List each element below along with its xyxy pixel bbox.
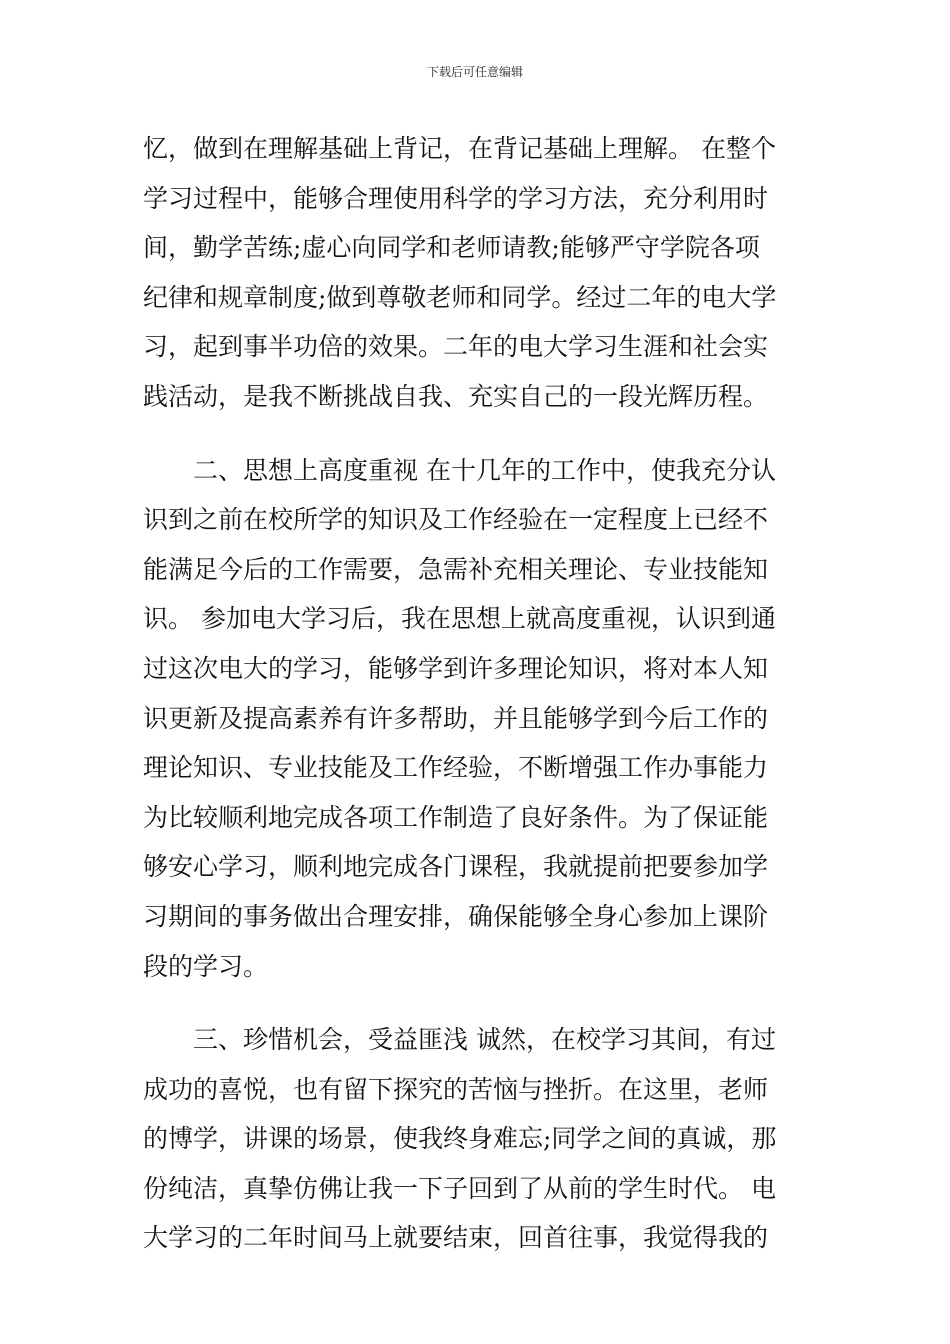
paragraph-line: 二、思想上高度重视 在十几年的工作中，使我充分认 [143, 455, 776, 485]
paragraph-line: 三、珍惜机会，受益匪浅 诚然，在校学习其间，有过 [143, 1025, 776, 1055]
paragraph-3 [143, 1015, 807, 1263]
paragraph-line: 纪律和规章制度;做到尊敬老师和同学。经过二年的电大学 [143, 282, 777, 312]
paragraph-line: 习期间的事务做出合理安排，确保能够全身心参加上课阶 [143, 901, 769, 931]
paragraph-line: 能满足今后的工作需要，急需补充相关理论、专业技能知 [143, 554, 769, 584]
paragraph-line: 过这次电大的学习，能够学到许多理论知识，将对本人知 [143, 653, 769, 683]
paragraph-line: 段的学习。 [143, 951, 269, 981]
paragraph-line: 识。 参加电大学习后，我在思想上就高度重视，认识到通 [143, 604, 776, 634]
paragraph-line: 识到之前在校所学的知识及工作经验在一定程度上已经不 [143, 505, 769, 535]
paragraph-line: 理论知识、专业技能及工作经验，不断增强工作办事能力 [143, 753, 769, 783]
paragraph-line: 践活动，是我不断挑战自我、充实自己的一段光辉历程。 [143, 381, 769, 411]
paragraph-line: 够安心学习，顺利地完成各门课程，我就提前把要参加学 [143, 852, 769, 882]
document-body [143, 124, 807, 1263]
paragraph-line: 忆，做到在理解基础上背记，在背记基础上理解。 在整个 [143, 134, 776, 163]
paragraph-gap [143, 422, 807, 446]
paragraph-line: 的博学，讲课的场景，使我终身难忘;同学之间的真诚，那 [143, 1124, 777, 1154]
paragraph-2 [143, 446, 807, 992]
paragraph-1 [143, 124, 807, 422]
paragraph-line: 成功的喜悦，也有留下探究的苦恼与挫折。在这里，老师 [143, 1074, 769, 1104]
paragraph-line: 为比较顺利地完成各项工作制造了良好条件。为了保证能 [143, 802, 769, 832]
paragraph-line: 识更新及提高素养有许多帮助，并且能够学到今后工作的 [143, 703, 769, 733]
paragraph-line: 学习过程中，能够合理使用科学的学习方法，充分利用时 [143, 183, 769, 213]
paragraph-line: 习，起到事半功倍的效果。二年的电大学习生涯和社会实 [143, 332, 769, 362]
paragraph-gap [143, 991, 807, 1015]
page-header: 下载后可任意编辑 [426, 65, 523, 79]
paragraph-line: 份纯洁，真挚仿佛让我一下子回到了从前的学生时代。 电 [143, 1173, 776, 1203]
paragraph-line: 间，勤学苦练;虚心向同学和老师请教;能够严守学院各项 [143, 233, 760, 263]
paragraph-line: 大学习的二年时间马上就要结束，回首往事，我觉得我的 [143, 1223, 769, 1253]
